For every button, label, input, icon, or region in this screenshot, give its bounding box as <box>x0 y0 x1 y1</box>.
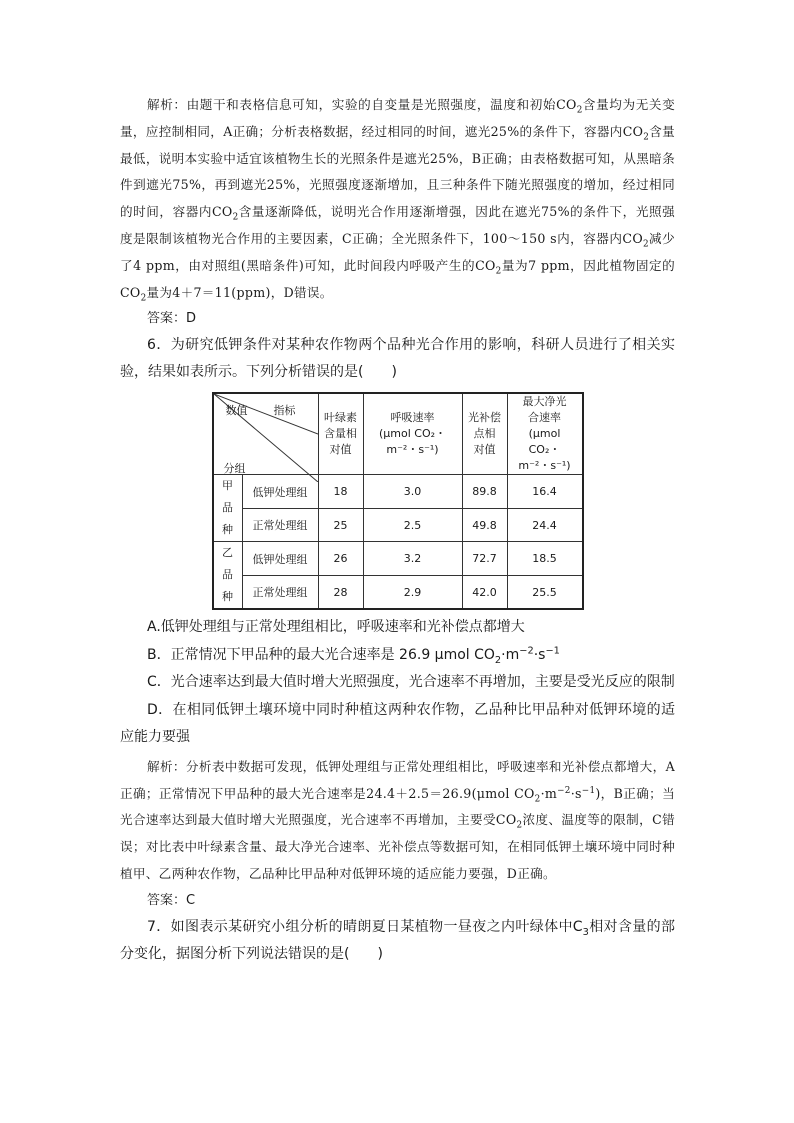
cell-compensation: 42.0 <box>462 575 507 609</box>
row-name: 低钾处理组 <box>242 475 318 509</box>
option-a: A.低钾处理组与正常处理组相比，呼吸速率和光补偿点都增大 <box>147 619 525 636</box>
cell-respiration: 3.0 <box>363 475 462 509</box>
cell-max-rate: 25.5 <box>507 575 583 609</box>
header-chlorophyll: 叶绿素 含量相 对值 <box>318 393 363 475</box>
cell-chlorophyll: 26 <box>318 542 363 575</box>
cell-respiration: 3.2 <box>363 542 462 575</box>
table-row <box>213 508 583 542</box>
cell-compensation: 89.8 <box>462 475 507 509</box>
corner-label-index: 指标 <box>273 404 296 418</box>
answer-5: 答案：D <box>147 311 197 327</box>
table-container <box>120 392 675 610</box>
table-row <box>213 542 583 575</box>
row-name: 低钾处理组 <box>242 542 318 575</box>
analysis-5: 解析：由题干和表格信息可知，实验的自变量是光照强度，温度和初始$CO_2$含量均为无关变量，应控制相同，A正确；分析表格数据，经过相同的时间，遮光25%的条件下，容器内$CO_2$含量最低，说明本实验中适宜该植物生长的光照条件是遮光25%，B正确；由表格数据可知，从黑暗条件到遮光75%，再到遮光25%，光照强度逐渐增加，且三种条件下随光照强度的增加，经过相同的时间，容器内$CO_2$含量逐渐降低，说明光合作用逐渐增强，因此在遮光75%的条件下，光照强度是限制该植物光合作用的主要因素，C正确；全光照条件下，100～150 s内，容器内$CO_2$减少了4 ppm，由对照组(黑暗条件)可知，此时间段内呼吸产生的$CO_2$量为7 ppm，因此植物固定的$CO_2$量为4＋7＝11(ppm)，D错误。 <box>120 97 675 304</box>
cell-chlorophyll: 25 <box>318 508 363 542</box>
header-respiration: 呼吸速率 (μmol CO₂・ m⁻²・s⁻¹) <box>363 393 462 475</box>
cell-respiration: 2.5 <box>363 508 462 542</box>
cell-compensation: 49.8 <box>462 508 507 542</box>
header-compensation: 光补偿 点相 对值 <box>462 393 507 475</box>
cell-respiration: 2.9 <box>363 575 462 609</box>
diagonal-header-cell <box>213 393 319 475</box>
group-b-cell: 乙品 种 <box>213 542 243 610</box>
analysis-label: 解析： <box>147 97 187 112</box>
cell-chlorophyll: 18 <box>318 475 363 509</box>
row-name: 正常处理组 <box>242 508 318 542</box>
cell-max-rate: 16.4 <box>507 475 583 509</box>
table-row <box>213 575 583 609</box>
header-max-rate: 最大净光 合速率 (μmol CO₂・ m⁻²・s⁻¹) <box>507 393 583 475</box>
document-page <box>120 92 675 968</box>
question-7: 7．如图表示某研究小组分析的晴朗夏日某植物一昼夜之内叶绿体中$C_3$相对含量的部分变化，据图分析下列说法错误的是( ) <box>120 918 676 962</box>
corner-label-group: 分组 <box>223 462 246 476</box>
corner-label-value: 数值 <box>225 404 248 418</box>
group-a-cell: 甲品 种 <box>213 475 243 542</box>
option-b: B．正常情况下甲品种的最大光合速率是 26.9 μmol $CO_2\cdot m^{-2}\cdot s^{-1}$ <box>147 645 560 666</box>
question-6: 6．为研究低钾条件对某种农作物两个品种光合作用的影响，科研人员进行了相关实验，结果如表所示。下列分析错误的是( ) <box>120 337 675 381</box>
cell-max-rate: 18.5 <box>507 542 583 575</box>
analysis-6: 解析：分析表中数据可发现，低钾处理组与正常处理组相比，呼吸速率和光补偿点都增大，A正确；正常情况下甲品种的最大光合速率是24.4＋2.5＝26.9(μmol $CO_2\cdot m^{-2}\cdot s^{-1}$)，B正确；当光合速率达到最大值时增大光照强度，光合速率不再增加，主要受$CO_2$浓度、温度等的限制，C错误；对比表中叶绿素含量、最大净光合速率、光补偿点等数据可知，在相同低钾土壤环境中同时种植甲、乙两种农作物，乙品种比甲品种对低钾环境的适应能力要强，D正确。 <box>120 758 675 882</box>
option-d: D．在相同低钾土壤环境中同时种植这两种农作物，乙品种比甲品种对低钾环境的适应能力要强 <box>120 701 675 746</box>
option-c: C．光合速率达到最大值时增大光照强度，光合速率不再增加，主要是受光反应的限制 <box>147 674 675 691</box>
table-header-row <box>213 393 583 475</box>
answer-6: 答案：C <box>147 892 196 908</box>
cell-max-rate: 24.4 <box>507 508 583 542</box>
cell-compensation: 72.7 <box>462 542 507 575</box>
data-table <box>212 392 584 610</box>
cell-chlorophyll: 28 <box>318 575 363 609</box>
row-name: 正常处理组 <box>242 575 318 609</box>
